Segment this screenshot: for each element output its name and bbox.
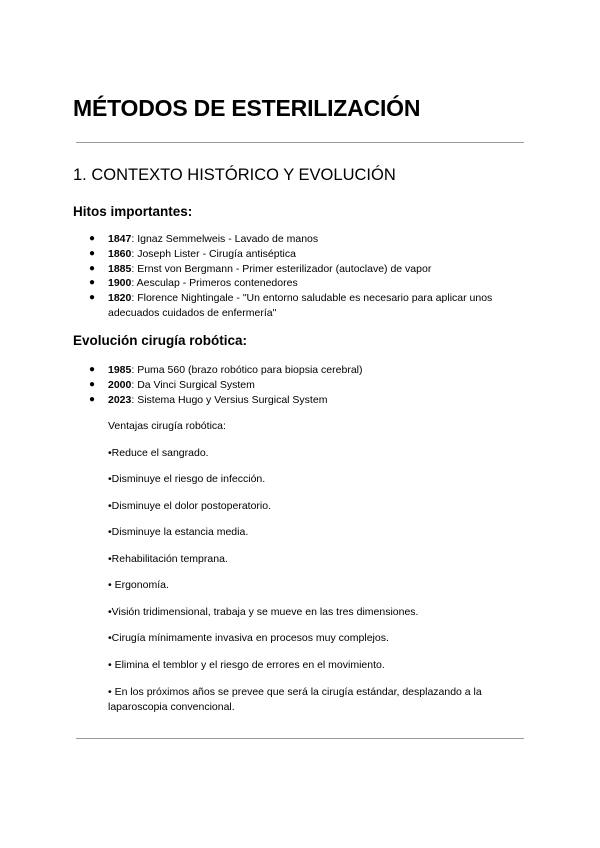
bullet-icon: ●: [89, 277, 96, 289]
bottom-divider: [76, 738, 524, 739]
ventaja-item: •Cirugía mínimamente invasiva en procesos muy complejos.: [108, 632, 389, 644]
hitos-heading: Hitos importantes:: [73, 204, 193, 219]
item-text: : Puma 560 (brazo robótico para biopsia cerebral): [131, 364, 363, 376]
item-year: 2000: [108, 378, 132, 391]
ventajas-heading: Ventajas cirugía robótica:: [108, 420, 226, 432]
item-text: : Sistema Hugo y Versius Surgical System: [131, 393, 328, 406]
item-year: 1847: [108, 233, 132, 245]
list-item: [0, 276, 528, 291]
document-title: MÉTODOS DE ESTERILIZACIÓN: [73, 95, 421, 121]
top-divider: [76, 142, 524, 143]
item-year: 1860: [108, 247, 132, 260]
ventaja-item: •Disminuye el riesgo de infección.: [108, 473, 266, 485]
ventaja-item: • Ergonomía.: [108, 579, 169, 591]
bullet-icon: ●: [89, 292, 96, 304]
bullet-icon: ●: [89, 247, 96, 259]
list-item: [0, 393, 528, 408]
item-year: 1885: [108, 262, 132, 275]
item-text: : Da Vinci Surgical System: [131, 378, 255, 391]
ventaja-item: •Reduce el sangrado.: [108, 447, 209, 459]
item-year: 1820: [108, 292, 132, 305]
item-year: 1985: [108, 364, 132, 376]
ventaja-item: •Visión tridimensional, trabaja y se mueve en las tres dimensiones.: [108, 606, 419, 618]
bullet-icon: ●: [89, 393, 96, 405]
list-item: [0, 363, 528, 378]
list-item: [0, 291, 528, 321]
ventaja-item: •Disminuye la estancia media.: [108, 526, 249, 538]
hitos-list: [0, 232, 528, 321]
robotica-heading: Evolución cirugía robótica:: [73, 333, 248, 348]
bullet-icon: ●: [89, 233, 96, 244]
ventaja-item: •Disminuye el dolor postoperatorio.: [108, 500, 272, 512]
item-text: : Aesculap - Primeros contenedores: [131, 277, 298, 290]
list-item: [0, 378, 528, 393]
item-text: : Joseph Lister - Cirugía antiséptica: [131, 247, 296, 260]
list-item: [0, 232, 528, 247]
bullet-icon: ●: [89, 262, 96, 274]
item-year: 1900: [108, 277, 132, 290]
bullet-icon: ●: [89, 378, 96, 390]
item-text: : Florence Nightingale - "Un entorno saludable es necesario para aplicar unos adecuados cuidados de enfermería": [108, 292, 493, 319]
item-text: : Ignaz Semmelweis - Lavado de manos: [131, 233, 319, 245]
list-item: [0, 247, 528, 262]
ventaja-item: •Rehabilitación temprana.: [108, 553, 228, 565]
item-text: : Ernst von Bergmann - Primer esterilizador (autoclave) de vapor: [131, 262, 432, 275]
section-heading: 1. CONTEXTO HISTÓRICO Y EVOLUCIÓN: [73, 166, 396, 184]
list-item: [0, 262, 528, 277]
item-year: 2023: [108, 393, 132, 406]
bullet-icon: ●: [89, 364, 96, 375]
robotica-list: [0, 363, 528, 407]
ventaja-item: • Elimina el temblor y el riesgo de errores en el movimiento.: [108, 659, 385, 671]
ventaja-item: • En los próximos años se prevee que será la cirugía estándar, desplazando a la laparoscopia convencional.: [108, 686, 482, 713]
